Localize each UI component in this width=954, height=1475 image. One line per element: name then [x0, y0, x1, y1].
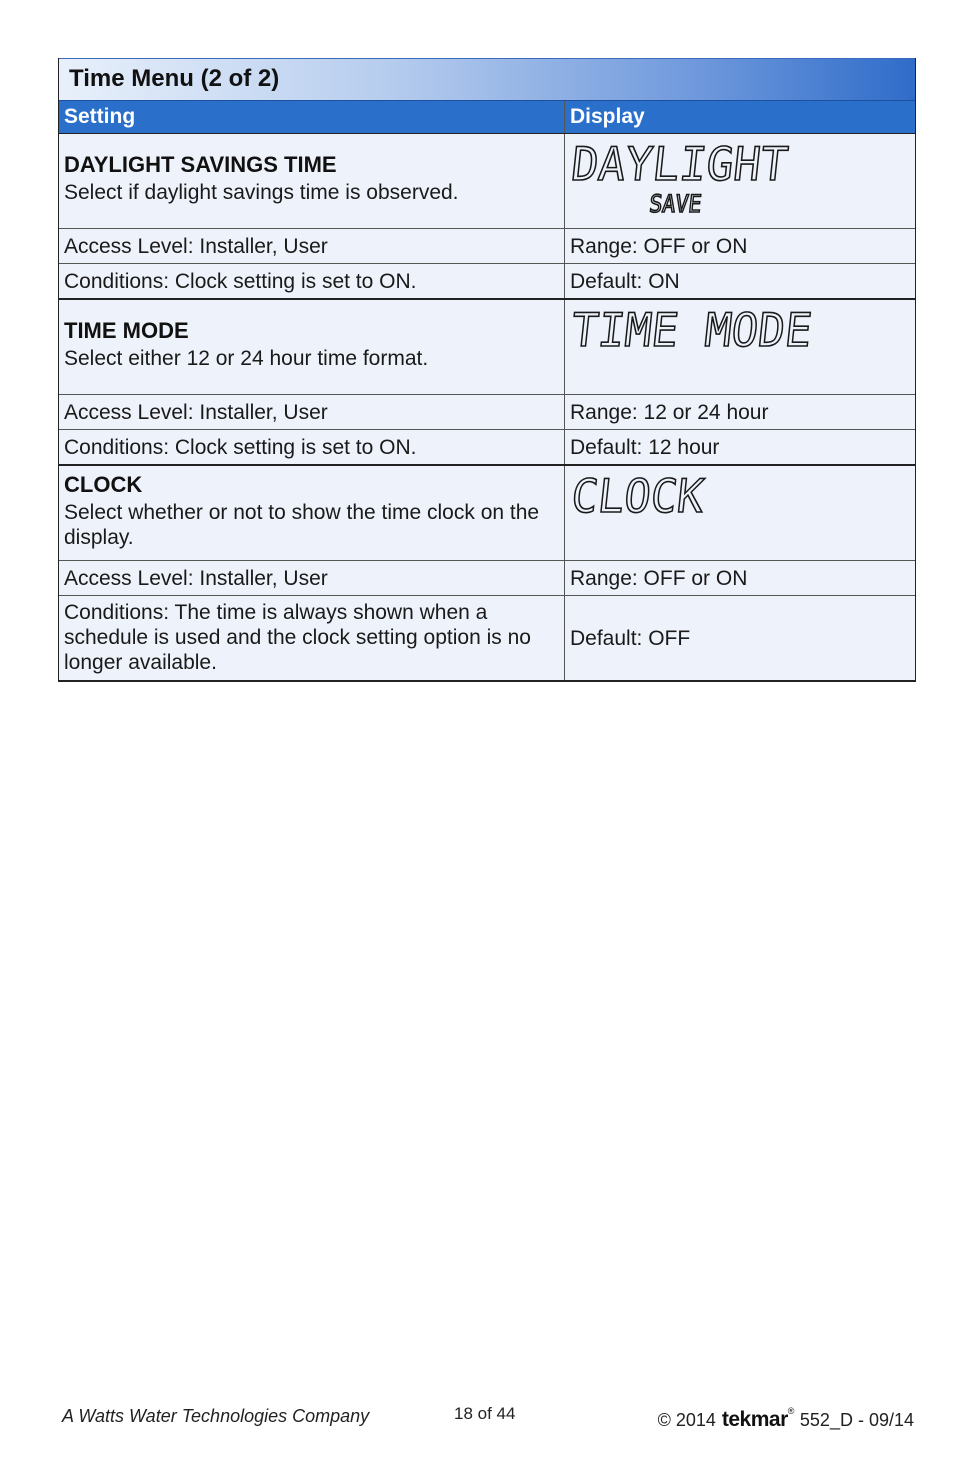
column-header-display: Display [570, 105, 645, 128]
setting-row-time-mode [59, 300, 915, 395]
default-value: Default: 12 hour [570, 435, 720, 459]
setting-name: DAYLIGHT SAVINGS TIME [64, 152, 337, 177]
setting-row-clock [59, 466, 915, 561]
registered-mark: ® [787, 1406, 794, 1416]
setting-description: Select if daylight savings time is observed. [64, 181, 459, 204]
lcd-segment-text [568, 137, 904, 222]
lcd-main-text: TIME MODE [568, 303, 824, 357]
copyright: © 2014 [657, 1410, 716, 1430]
setting-row-daylight [59, 134, 915, 229]
table-title: Time Menu (2 of 2) [59, 58, 915, 101]
setting-name: CLOCK [64, 472, 143, 497]
lcd-sub-text: SAVE [648, 190, 709, 218]
access-level: Access Level: Installer, User [59, 229, 565, 263]
lcd-main-text: CLOCK [568, 469, 713, 523]
conditions-row [59, 264, 915, 300]
conditions: Conditions: The time is always shown when a schedule is used and the clock setting option is no longer available. [59, 596, 565, 680]
access-row [59, 395, 915, 430]
range: Range: OFF or ON [570, 566, 748, 590]
setting-cell [59, 466, 565, 560]
display-cell [565, 466, 915, 560]
conditions-row [59, 596, 915, 680]
footer-right [658, 1408, 914, 1432]
time-menu-table [58, 58, 916, 682]
range: Range: 12 or 24 hour [570, 400, 769, 424]
default-value: Default: ON [570, 269, 680, 293]
setting-name: TIME MODE [64, 318, 189, 343]
display-cell [565, 134, 915, 228]
range: Range: OFF or ON [570, 234, 748, 258]
brand-name: tekmar [721, 1408, 788, 1431]
lcd-segment-text [568, 303, 904, 368]
page-footer [62, 1404, 914, 1431]
access-row [59, 229, 915, 264]
document-code: 552_D - 09/14 [799, 1410, 914, 1430]
brand-logo [722, 1408, 794, 1432]
access-level: Access Level: Installer, User [59, 395, 565, 429]
conditions: Conditions: Clock setting is set to ON. [59, 264, 565, 298]
lcd-display [570, 300, 910, 394]
page-number: 18 of 44 [454, 1404, 516, 1423]
setting-cell [59, 300, 565, 394]
access-row [59, 561, 915, 596]
setting-cell [59, 134, 565, 228]
lcd-segment-text [568, 469, 904, 534]
lcd-main-text: DAYLIGHT [568, 137, 796, 191]
access-level: Access Level: Installer, User [59, 561, 565, 595]
table-header-row [59, 101, 915, 134]
column-header-setting: Setting [59, 101, 565, 133]
display-cell [565, 300, 915, 394]
default-value: Default: OFF [570, 626, 691, 650]
lcd-display [570, 466, 910, 560]
conditions-row [59, 430, 915, 466]
conditions: Conditions: Clock setting is set to ON. [59, 430, 565, 464]
company-tagline: A Watts Water Technologies Company [62, 1406, 370, 1426]
setting-description: Select whether or not to show the time clock on the display. [64, 501, 540, 549]
setting-description: Select either 12 or 24 hour time format. [64, 347, 429, 370]
lcd-display [570, 134, 910, 228]
